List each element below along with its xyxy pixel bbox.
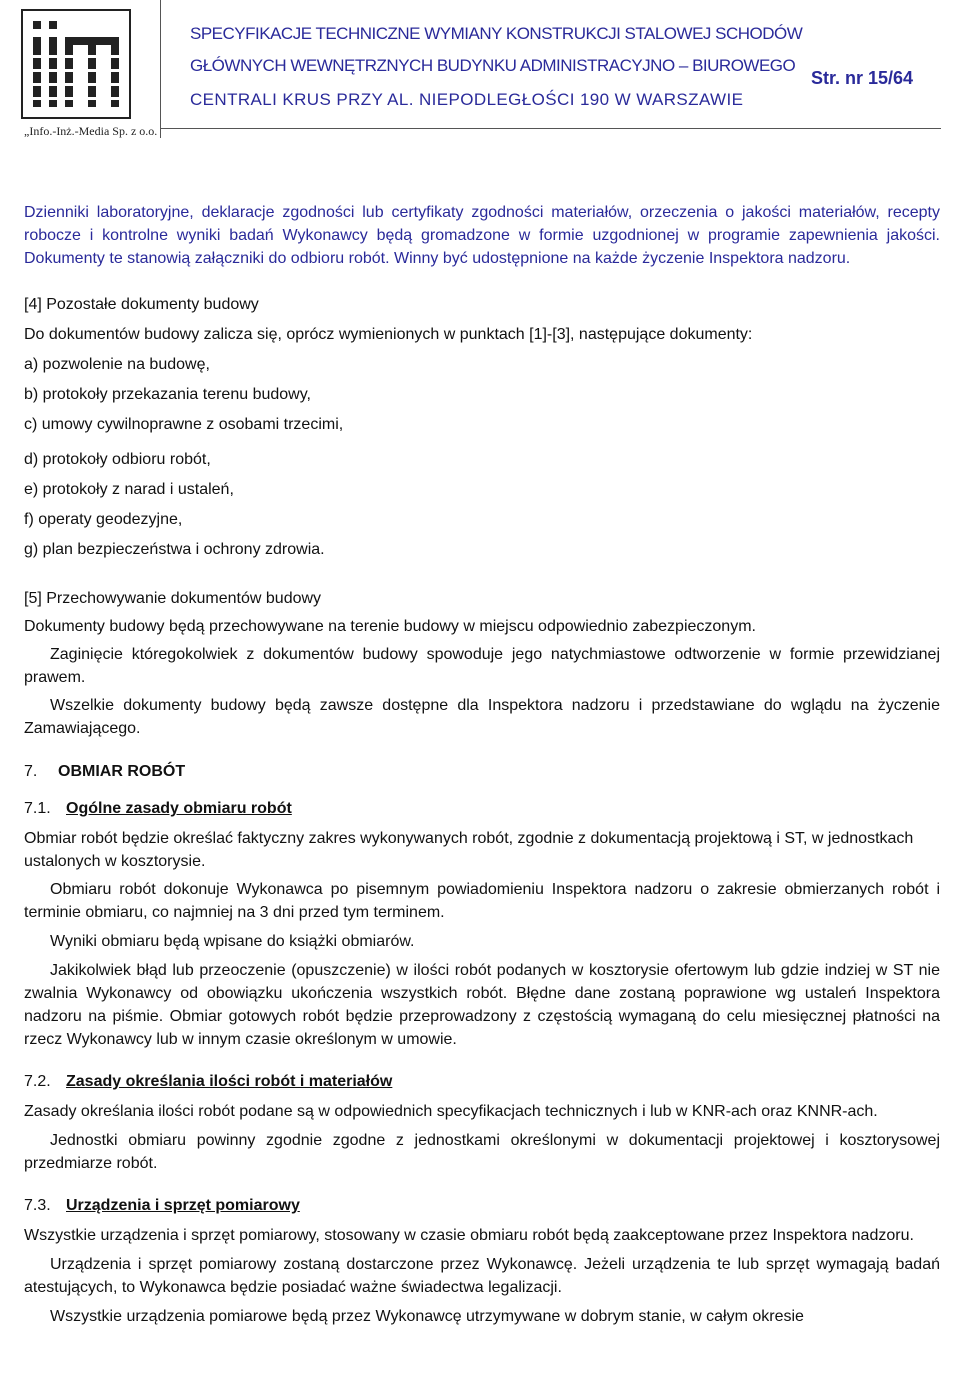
page-number: Str. nr 15/64 [811, 68, 914, 88]
page-header [0, 0, 960, 138]
list-item: b) protokoły przekazania terenu budowy, [24, 386, 311, 403]
section-4-title: [4] Pozostałe dokumenty budowy [24, 296, 259, 313]
section-7-1-paragraph: Jakikolwiek błąd lub przeoczenie (opuszczenie) w ilości robót podanych w kosztorysie ofertowym lub gdzie indziej w ST nie zwalnia Wykonawcy od obowiązku ukończenia wszystkich robót. Błędne dane zostaną poprawione wg ustaleń Inspektora nadzoru na piśmie. Obmiar gotowych robót będzie przeprowadzony z częstością wymaganą do celu miesięcznej płatności na rzecz Wykonawcy lub w innym czasie określonym w umowie. [24, 962, 940, 1048]
section-7-1-paragraph: Obmiar robót będzie określać faktyczny zakres wykonywanych robót, zgodnie z dokumentacją projektową i ST, w jednostkach ustalonych w kosztorysie. [24, 830, 914, 870]
intro-paragraph: Dzienniki laboratoryjne, deklaracje zgodności lub certyfikaty zgodności materiałów, orzeczenia o jakości materiałów, recepty robocze i kontrolne wyniki badań Wykonawcy będą gromadzone w formie uzgodnionej w programie zapewnienia jakości. Dokumenty te stanowią załączniki do odbioru robót. Winny być udostępnione na każde życzenie Inspektora nadzoru. [24, 204, 940, 267]
section-7-1-paragraph: Wyniki obmiaru będą wpisane do książki obmiarów. [50, 933, 415, 950]
section-7-1-paragraph: Obmiaru robót dokonuje Wykonawca po pisemnym powiadomieniu Inspektora nadzoru o zakresie obmierzanych robót i terminie obmiaru, co najmniej na 3 dni przed tym terminem. [24, 881, 940, 921]
section-7-2-paragraph: Jednostki obmiaru powinny zgodnie zgodne z jednostkami określonymi w dokumentacji projektowej i kosztorysowej przedmiarze robót. [24, 1132, 940, 1172]
section-number: 7.1. [24, 800, 51, 817]
header-divider-horizontal [160, 128, 941, 129]
chapter-title: OBMIAR ROBÓT [58, 763, 186, 780]
list-item: d) protokoły odbioru robót, [24, 451, 211, 468]
document-title-line-3: CENTRALI KRUS PRZY AL. NIEPODLEGŁOŚCI 190 W WARSZAWIE [190, 90, 744, 109]
list-item: g) plan bezpieczeństwa i ochrony zdrowia. [24, 541, 325, 558]
section-7-2-paragraph: Zasady określania ilości robót podane są w odpowiednich specyfikacjach technicznych i lub w KNR-ach oraz KNNR-ach. [24, 1103, 878, 1120]
section-5-paragraph: Wszelkie dokumenty budowy będą zawsze dostępne dla Inspektora nadzoru i przedstawiane do wglądu na życzenie Zamawiającego. [24, 697, 940, 737]
list-item: f) operaty geodezyjne, [24, 511, 183, 528]
section-number: 7.3. [24, 1197, 51, 1214]
section-title: Ogólne zasady obmiaru robót [66, 800, 292, 817]
section-7-2-heading [24, 1070, 940, 1093]
list-item: c) umowy cywilnoprawne z osobami trzecimi, [24, 416, 344, 433]
document-title-line-1: SPECYFIKACJE TECHNICZNE WYMIANY KONSTRUKCJI STALOWEJ SCHODÓW [190, 24, 803, 43]
company-name: „Info.-Inż.-Media Sp. z o.o. [24, 124, 158, 138]
section-5-paragraph: Dokumenty budowy będą przechowywane na terenie budowy w miejscu odpowiednio zabezpieczonym. [24, 618, 756, 635]
list-item: e) protokoły z narad i ustaleń, [24, 481, 234, 498]
section-title: Urządzenia i sprzęt pomiarowy [66, 1197, 300, 1214]
logo-graphic [23, 11, 129, 117]
section-7-3-paragraph: Wszystkie urządzenia pomiarowe będą przez Wykonawcę utrzymywane w dobrym stanie, w całym okresie [50, 1308, 804, 1325]
section-7-1-heading [24, 797, 940, 820]
section-7-3-paragraph: Wszystkie urządzenia i sprzęt pomiarowy, stosowany w czasie obmiaru robót będą zaakceptowane przez Inspektora nadzoru. [24, 1227, 914, 1244]
section-7-3-paragraph: Urządzenia i sprzęt pomiarowy zostaną dostarczone przez Wykonawcę. Jeżeli urządzenia te lub sprzęt wymagają badań atestujących, to Wykonawca będzie posiadać ważne świadectwa legalizacji. [24, 1256, 940, 1296]
list-item: a) pozwolenie na budowę, [24, 356, 210, 373]
document-body [24, 201, 940, 1328]
chapter-7-heading [24, 760, 940, 783]
section-title: Zasady określania ilości robót i materiałów [66, 1073, 393, 1090]
section-4-lead: Do dokumentów budowy zalicza się, oprócz wymienionych w punktach [1]-[3], następujące dokumenty: [24, 326, 753, 343]
chapter-number: 7. [24, 763, 38, 780]
section-5-paragraph: Zaginięcie któregokolwiek z dokumentów budowy spowoduje jego natychmiastowe odtworzenie w formie przewidzianej prawem. [24, 646, 940, 686]
document-title-line-2: GŁÓWNYCH WEWNĘTRZNYCH BUDYNKU ADMINISTRACYJNO – BIUROWEGO [190, 56, 796, 75]
company-logo-icon [21, 9, 131, 119]
section-5-title: [5] Przechowywanie dokumentów budowy [24, 590, 322, 607]
header-divider-vertical [160, 0, 161, 138]
section-number: 7.2. [24, 1073, 51, 1090]
section-7-3-heading [24, 1194, 940, 1217]
